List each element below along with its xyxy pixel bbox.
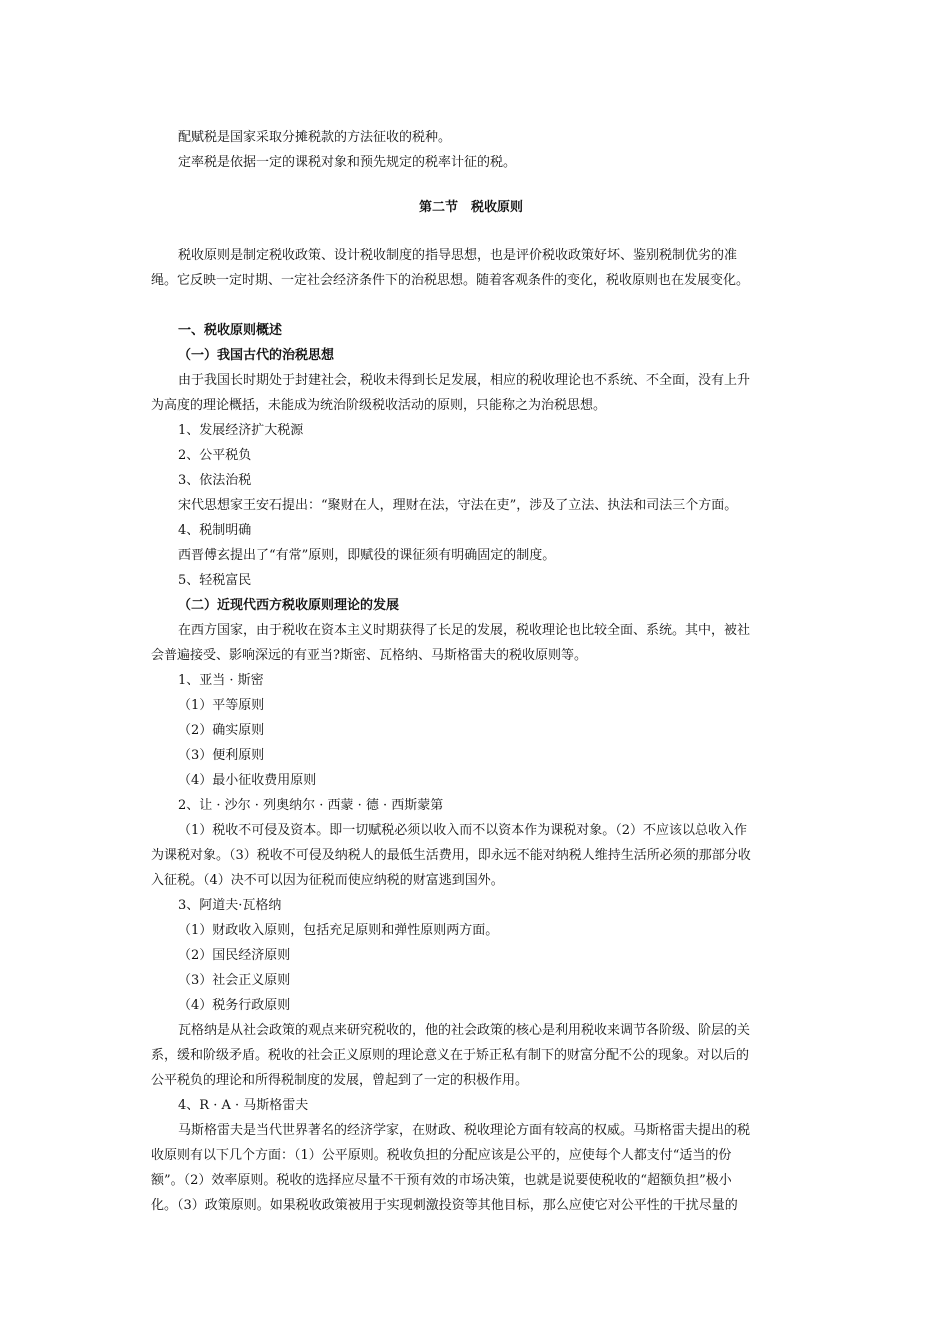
list-item: 2、公平税负 — [178, 448, 252, 463]
paragraph-line: 在西方国家，由于税收在资本主义时期获得了长足的发展，税收理论也比较全面、系统。其中，被社 — [178, 623, 751, 638]
paragraph-line: 会普遍接受、影响深远的有亚当?斯密、瓦格纳、马斯格雷夫的税收原则等。 — [151, 648, 587, 663]
list-item: 1、亚当 · 斯密 — [178, 673, 264, 688]
intro-line-2: 定率税是依据一定的课税对象和预先规定的税率计征的税。 — [178, 155, 517, 170]
list-item: （3）社会正义原则 — [178, 973, 291, 988]
paragraph-line: 宋代思想家王安石提出：“聚财在人，理财在法，守法在吏”，涉及了立法、执法和司法三个方面。 — [178, 498, 738, 513]
list-item: 3、依法治税 — [178, 473, 252, 488]
list-item: 4、R · A · 马斯格雷夫 — [178, 1098, 309, 1113]
paragraph-line: 收原则有以下几个方面：（1）公平原则。税收负担的分配应该是公平的，应使每个人都支付“适当的份 — [151, 1148, 732, 1163]
list-item: （4）最小征收费用原则 — [178, 773, 317, 788]
paragraph-line: 公平税负的理论和所得税制度的发展，曾起到了一定的积极作用。 — [151, 1073, 529, 1088]
heading-western: （二）近现代西方税收原则理论的发展 — [178, 598, 400, 613]
list-item: （1）财政收入原则，包括充足原则和弹性原则两方面。 — [178, 923, 499, 938]
paragraph-line: 额”。（2）效率原则。税收的选择应尽量不干预有效的市场决策，也就是说要使税收的“超额负担”极小 — [151, 1173, 732, 1188]
paragraph-line: 为高度的理论概括，未能成为统治阶级税收活动的原则，只能称之为治税思想。 — [151, 398, 607, 413]
list-item: 1、发展经济扩大税源 — [178, 423, 304, 438]
list-item: 3、阿道夫·瓦格纳 — [178, 898, 282, 913]
paragraph-line: 税收原则是制定税收政策、设计税收制度的指导思想，也是评价税收政策好坏、鉴别税制优劣的准 — [178, 248, 738, 263]
list-item: （2）国民经济原则 — [178, 948, 291, 963]
heading-ancient: （一）我国古代的治税思想 — [178, 348, 335, 363]
section-title: 第二节 税收原则 — [418, 200, 523, 215]
paragraph-line: 绳。它反映一定时期、一定社会经济条件下的治税思想。随着客观条件的变化，税收原则也在发展变化。 — [151, 273, 750, 288]
paragraph-line: 瓦格纳是从社会政策的观点来研究税收的，他的社会政策的核心是利用税收来调节各阶级、阶层的关 — [178, 1023, 751, 1038]
list-item: （4）税务行政原则 — [178, 998, 291, 1013]
list-item: （2）确实原则 — [178, 723, 265, 738]
heading-overview: 一、税收原则概述 — [178, 323, 283, 338]
intro-line-1: 配赋税是国家采取分摊税款的方法征收的税种。 — [178, 130, 452, 145]
list-item: 5、轻税富民 — [178, 573, 252, 588]
paragraph-line: 系，缓和阶级矛盾。税收的社会正义原则的理论意义在于矫正私有制下的财富分配不公的现象。对以后的 — [151, 1048, 750, 1063]
paragraph-line: 西晋傅玄提出了“有常”原则，即赋役的课征须有明确固定的制度。 — [178, 548, 556, 563]
paragraph-line: 由于我国长时期处于封建社会，税收未得到长足发展，相应的税收理论也不系统、不全面，没有上升 — [178, 373, 751, 388]
list-item: 4、税制明确 — [178, 523, 252, 538]
list-item: （3）便利原则 — [178, 748, 265, 763]
paragraph-line: 化。（3）政策原则。如果税收政策被用于实现刺激投资等其他目标，那么应使它对公平性的干扰尽量的 — [151, 1198, 738, 1213]
list-item: 2、让 · 沙尔 · 列奥纳尔 · 西蒙 · 德 · 西斯蒙第 — [178, 798, 444, 813]
paragraph-line: 入征税。（4）决不可以因为征税而使应纳税的财富逃到国外。 — [151, 873, 504, 888]
paragraph-line: 为课税对象。（3）税收不可侵及纳税人的最低生活费用，即永远不能对纳税人维持生活所必须的那部分收 — [151, 848, 751, 863]
paragraph-line: 马斯格雷夫是当代世界著名的经济学家，在财政、税收理论方面有较高的权威。马斯格雷夫提出的税 — [178, 1123, 751, 1138]
paragraph-line: （1）税收不可侵及资本。即一切赋税必须以收入而不以资本作为课税对象。（2）不应该以总收入作 — [178, 823, 748, 838]
list-item: （1）平等原则 — [178, 698, 265, 713]
